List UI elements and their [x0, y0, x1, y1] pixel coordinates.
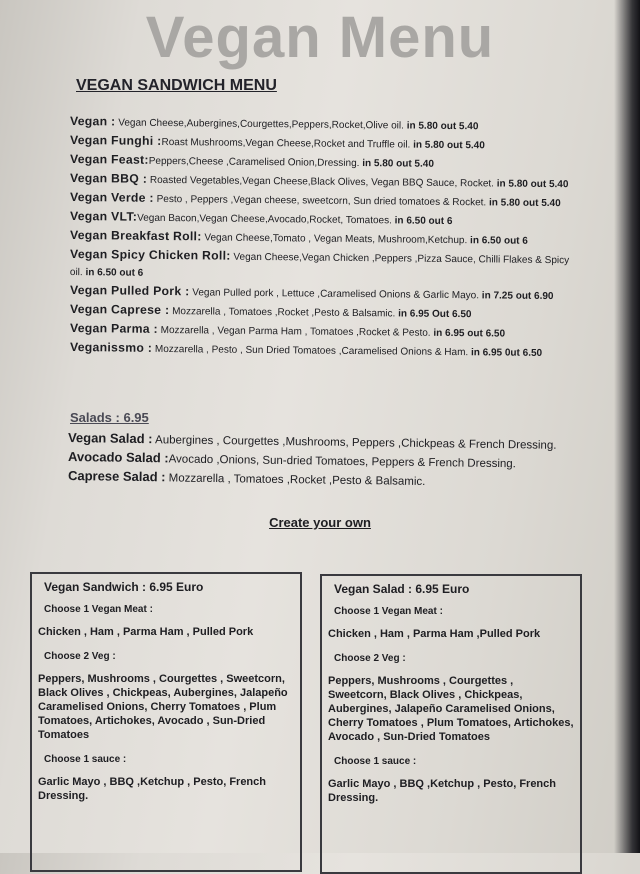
item-name: Vegan Funghi :: [69, 133, 162, 148]
item-price: in 5.80 out 5.40: [493, 178, 569, 191]
item-description: Peppers,Cheese ,Caramelised Onion,Dressing.: [148, 155, 360, 170]
meat-label: Choose 1 Vegan Meat :: [334, 606, 443, 617]
create-your-own-heading: Create your own: [269, 515, 371, 530]
item-price: in 6.50 out 6: [467, 235, 528, 247]
item-name: Vegan Feast:: [69, 152, 149, 167]
item-name: Vegan VLT:: [69, 209, 138, 224]
box-title: Vegan Salad : 6.95 Euro: [334, 582, 470, 596]
item-description: Mozzarella , Tomatoes ,Rocket ,Pesto & Balsamic.: [169, 306, 396, 320]
sauce-options: Garlic Mayo , BBQ ,Ketchup , Pesto, French Dressing.: [328, 778, 556, 804]
sauce-label: Choose 1 sauce :: [44, 754, 127, 765]
item-price: in 7.25 out 6.90: [478, 290, 554, 303]
item-description: Roast Mushrooms,Vegan Cheese,Rocket and Truffle oil.: [161, 136, 411, 151]
item-price: in 6.50 out 6: [82, 267, 144, 279]
item-name: Vegan Spicy Chicken Roll:: [70, 247, 231, 263]
sauce-label: Choose 1 sauce :: [334, 756, 417, 767]
item-description: Mozzarella , Pesto , Sun Dried Tomatoes ,Caramelised Onions & Ham.: [152, 343, 469, 359]
item-price: in 5.80 out 5.40: [359, 158, 434, 170]
sandwich-menu-heading: VEGAN SANDWICH MENU: [76, 77, 277, 94]
sauce-options: Garlic Mayo , BBQ ,Ketchup , Pesto, French Dressing.: [38, 776, 266, 802]
salad-name: Vegan Salad :: [67, 430, 153, 447]
veg-options: Peppers, Mushrooms , Courgettes , Sweetcorn, Black Olives , Chickpeas, Aubergines, Jalapeño Caramelised Onions, Cherry Tomatoes , Plum Tomatoes, Artichokes, Avocado , Sun-Dried Tomatoes: [38, 673, 288, 741]
item-name: Vegan Caprese :: [69, 302, 170, 318]
salad-name: Caprese Salad :: [67, 468, 166, 485]
item-name: Vegan Breakfast Roll:: [69, 228, 202, 244]
menu-item: [70, 246, 575, 286]
item-price: in 6.95 out 6.50: [430, 327, 506, 340]
item-name: Vegan Parma :: [69, 321, 158, 336]
veg-label: Choose 2 Veg :: [44, 651, 116, 662]
item-price: in 6.50 out 6: [391, 215, 453, 228]
page-edge-shadow: [614, 0, 640, 853]
item-name: Veganissmo :: [69, 340, 153, 355]
menu-title: Vegan Menu: [145, 5, 495, 70]
veg-label: Choose 2 Veg :: [334, 653, 406, 664]
salad-description: Mozzarella , Tomatoes ,Rocket ,Pesto & Balsamic.: [165, 472, 426, 488]
item-description: Vegan Pulled pork , Lettuce ,Caramelised Onions & Garlic Mayo.: [189, 287, 480, 302]
item-description: Vegan Cheese,Tomato , Vegan Meats, Mushroom,Ketchup.: [201, 232, 468, 247]
salad-description: Avocado ,Onions, Sun-dried Tomatoes, Peppers & French Dressing.: [168, 453, 517, 471]
sandwich-items-list: [70, 113, 575, 358]
item-description: Mozzarella , Vegan Parma Ham , Tomatoes ,Rocket & Pesto.: [157, 324, 431, 339]
vegan-salad-builder-box: [320, 574, 582, 874]
meat-options: Chicken , Ham , Parma Ham , Pulled Pork: [38, 626, 254, 638]
meat-label: Choose 1 Vegan Meat :: [44, 604, 153, 615]
item-name: Vegan Pulled Pork :: [69, 283, 190, 299]
item-price: in 6.95 0ut 6.50: [468, 347, 543, 359]
item-name: Vegan :: [69, 114, 116, 129]
item-description: Roasted Vegetables,Vegan Cheese,Black Olives, Vegan BBQ Sauce, Rocket.: [147, 174, 495, 190]
veg-options: Peppers, Mushrooms , Courgettes , Sweetcorn, Black Olives , Chickpeas, Aubergines, Jalapeño Caramelised Onions, Cherry Tomatoes , Plum Tomatoes, Artichokes, Avocado , Sun-Dried Tomatoes: [328, 675, 574, 743]
item-price: in 5.80 out 5.40: [403, 120, 479, 133]
box-title: Vegan Sandwich : 6.95 Euro: [44, 580, 204, 594]
item-price: in 5.80 out 5.40: [486, 197, 561, 210]
vegan-sandwich-builder-box: [30, 572, 302, 872]
salad-description: Aubergines , Courgettes ,Mushrooms, Peppers ,Chickpeas & French Dressing.: [152, 434, 557, 452]
item-price: in 6.95 Out 6.50: [395, 308, 472, 321]
item-description: Vegan Bacon,Vegan Cheese,Avocado,Rocket, Tomatoes.: [137, 212, 392, 227]
item-description: Vegan Cheese,Aubergines,Courgettes,Peppers,Rocket,Olive oil.: [115, 117, 405, 132]
salads-heading: Salads : 6.95: [70, 410, 149, 425]
item-description: Vegan Cheese,Vegan Chicken ,Peppers ,Pizza Sauce, Chilli Flakes & Spicy oil.: [69, 251, 570, 279]
salad-name: Avocado Salad :: [67, 449, 169, 466]
item-name: Vegan Verde :: [69, 190, 154, 205]
meat-options: Chicken , Ham , Parma Ham ,Pulled Pork: [328, 628, 541, 640]
item-name: Vegan BBQ :: [69, 171, 148, 186]
salads-list: [68, 429, 568, 486]
item-description: Pesto , Peppers ,Vegan cheese, sweetcorn, Sun dried tomatoes & Rocket.: [153, 193, 487, 209]
item-price: in 5.80 out 5.40: [410, 139, 485, 152]
